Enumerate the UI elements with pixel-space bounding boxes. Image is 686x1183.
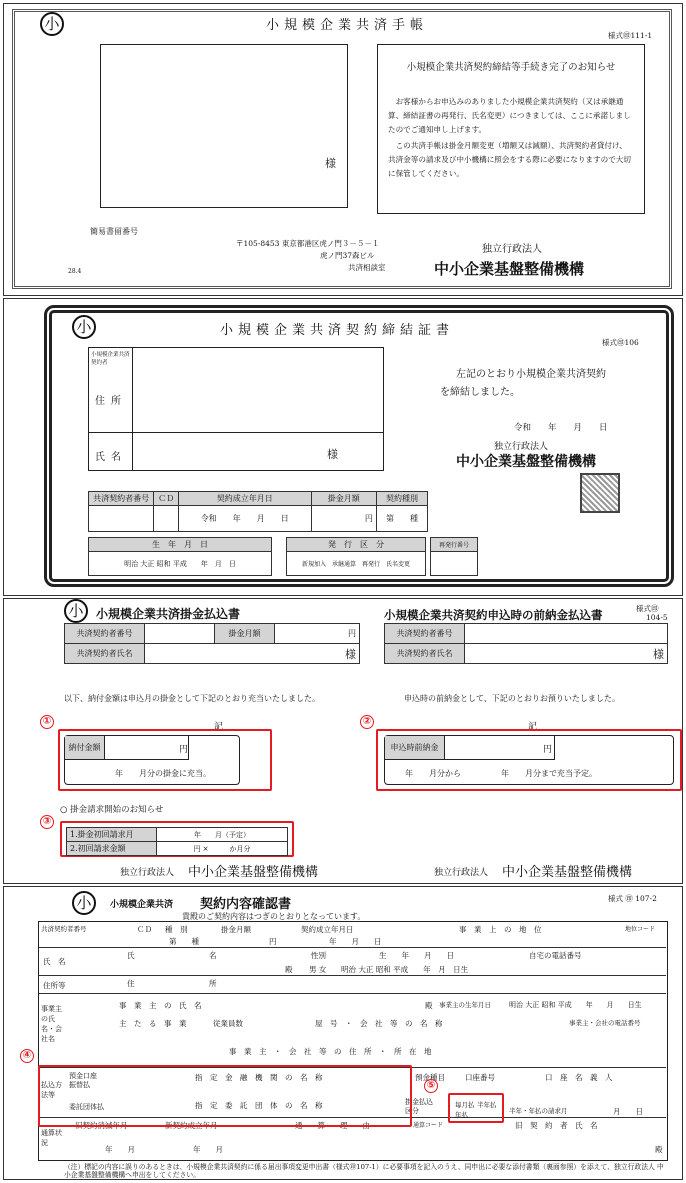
payment-allocation-text: 年 月分の掛金に充当。 [115, 769, 211, 778]
passbook-notice-panel [3, 3, 683, 296]
form-number: 様式 ㊞ 107-2 [608, 894, 657, 903]
address-line-1: 〒105-8453 東京都港区虎ノ門３－５－１ [236, 239, 380, 248]
footer-note: （注）標記の内容に誤りのあるときは、小規模企業共済契約に係る届出事項変更申出書（様式㊞107-1）に必要事項を記入のうえ、同申出に必要な添付書類（裏面参照）を添えて、独立行政法人 中小企業基盤整備機構へ申出をしてください。 [64, 1163, 664, 1179]
issue-value: 新規加入 承継通算 再発行 氏名変更 [287, 552, 426, 576]
pay-account-type: 預金種目 [415, 1073, 445, 1082]
org-type-right: 独立行政法人 [434, 868, 489, 878]
right-description: 申込時の前納金として、下記のとおりお預りいたしました。 [404, 694, 620, 703]
header-birth: 生 年 月 日 [89, 538, 272, 552]
biz-company-name: 屋 号 ・ 会 社 等 の 名 称 [315, 1019, 443, 1028]
pay-account-holder: 口 座 名 義 人 [545, 1073, 613, 1082]
merge-old-end: 旧契約消滅年月 [75, 1121, 128, 1130]
r1-cd: ＣＤ [137, 925, 152, 934]
registered-mail-label: 簡易書留番号 [90, 227, 138, 236]
billing-notice: ○ 掛金請求開始のお知らせ [60, 805, 164, 815]
address-label: 住所 [95, 396, 127, 407]
header-type: 契約種別 [376, 492, 427, 506]
page-title: 小規模企業共済契約締結証書 [220, 323, 455, 338]
monthly-value: 円 [311, 506, 376, 532]
biz-owner-birth: 事業主の生年月日 [439, 1001, 491, 1009]
left-title: 小規模企業共済掛金払込書 [96, 607, 241, 621]
marker-2: ② [360, 715, 374, 729]
sama-label: 様 [327, 448, 338, 461]
small-biz-logo-icon: 小 [72, 891, 96, 915]
contract-name-label: 共済契約者氏名 [385, 644, 465, 664]
payment-slip-panel [3, 598, 683, 884]
address-window [100, 44, 348, 208]
pay-bank-transfer: 預金口座振替払 [69, 1072, 97, 1089]
name-gender-value: 男 女 [309, 965, 327, 974]
header-issue: 発 行 区 分 [287, 538, 426, 552]
marker-3: ③ [40, 815, 54, 829]
advance-yen: 円 [543, 745, 553, 755]
pay-kind: 掛金払込区分 [405, 1098, 433, 1115]
payment-amount-label: 納付金額 [65, 736, 105, 760]
org-name-right: 中小企業基盤整備機構 [502, 865, 633, 880]
notice-title: 小規模企業共済契約締結等手続き完了のお知らせ [406, 62, 616, 73]
org-name: 中小企業基盤整備機構 [434, 260, 585, 278]
monthly-yen: 円 [275, 624, 360, 644]
right-title: 小規模企業共済契約申込時の前納金払込書 [384, 608, 603, 622]
second-claim-value: 円 × か月分 [157, 842, 288, 856]
biz-employees: 従業員数 [213, 1019, 243, 1028]
org-type-left: 独立行政法人 [120, 868, 175, 878]
biz-phone: 事業主・会社の電話番号 [569, 1019, 641, 1027]
header-start-date: 契約成立年月日 [178, 492, 311, 506]
r1-position: 事 業 上 の 地 位 [459, 925, 542, 934]
merge-reason: 通 算 理 由 [295, 1121, 370, 1130]
contract-no-label: 共済契約者番号 [65, 624, 145, 644]
biz-owner-name: 事 業 主 の 氏 名 [119, 1001, 202, 1010]
pay-claim-value: 月 日 [613, 1107, 643, 1116]
type-value: 第 種 [376, 506, 427, 532]
page-title: 小規模企業共済手帳 [266, 18, 429, 33]
payment-yen: 円 [179, 745, 189, 755]
name-birth-value: 明治 大正 昭和 平成 年 月 日生 [341, 965, 469, 974]
contract-name-sama: 様 [145, 644, 360, 664]
form-number: 様式㊞111-1 [608, 31, 653, 40]
biz-main: 主 た る 事 業 [119, 1019, 187, 1028]
billing-table [66, 827, 288, 856]
pay-claim-month: 半年・年払の請求月 [509, 1107, 568, 1115]
r1-position-code: 地位コード [625, 926, 656, 933]
pay-label: 払込方法等 [41, 1081, 62, 1099]
merge-code: 通算コード [413, 1122, 444, 1129]
marker-5: ⑤ [424, 1079, 438, 1093]
org-name: 中小企業基盤整備機構 [456, 454, 596, 470]
left-contract-table [64, 623, 360, 664]
r1-start: 契約成立年月日 [301, 925, 354, 934]
small-biz-logo-icon: 小 [64, 599, 88, 623]
org-name-left: 中小企業基盤整備機構 [188, 865, 319, 880]
address-line-3: 共済相談室 [348, 263, 386, 272]
header-contract-no: 共済契約者番号 [89, 492, 154, 506]
pay-bank-name: 指 定 金 融 機 関 の 名 称 [195, 1073, 323, 1082]
contract-name-sama: 様 [465, 644, 668, 664]
pay-group: 委託団体払 [69, 1103, 104, 1111]
highlight-box-4 [38, 1065, 412, 1127]
name-sub-gender: 性別 [311, 951, 326, 960]
advance-payment-box [384, 735, 674, 785]
contract-no-label: 共済契約者番号 [385, 624, 465, 644]
official-seal-icon [580, 473, 620, 513]
biz-address: 事 業 主 ・ 会 社 等 の 住 所 ・ 所 在 地 [229, 1047, 432, 1056]
first-claim-label: 1.掛金初回請求月 [67, 828, 157, 842]
name-sub-phone: 自宅の電話番号 [529, 951, 582, 960]
small-biz-logo-icon: 小 [72, 315, 96, 339]
pay-year: 年払 [455, 1111, 468, 1119]
r1-monthly-value: 円 [269, 937, 277, 946]
biz-label: 事業主の氏名・会社名 [41, 1005, 62, 1043]
contract-info-table [88, 491, 428, 532]
cert-text-1: 左記のとおり小規模企業共済契約 [456, 369, 606, 380]
marker-1: ① [40, 715, 54, 729]
merge-label: 通算状況 [41, 1129, 62, 1147]
merge-dono: 殿 [655, 1145, 663, 1154]
name-sub-2: 名 [209, 951, 217, 960]
form-number-2: 104-5 [646, 613, 668, 622]
form-number: 様式㊞106 [602, 338, 639, 347]
address-sub-1: 住 [127, 979, 135, 988]
r1-contract-no: 共済契約者番号 [41, 925, 87, 933]
r1-monthly: 掛金月額 [221, 925, 251, 934]
contractor-box [88, 347, 384, 471]
birth-value: 明治 大正 昭和 平成 年 月 日 [89, 552, 272, 576]
notice-body-1: お客様からお申込みのありました小規模企業共済契約（又は承継通算、締結証書の再発行、氏名変更）につきましては、ここに承諾しましたのでご通知申し上げます。 [388, 97, 631, 134]
ki-right: 記 [528, 722, 538, 732]
first-claim-value: 年 月（予定） [157, 828, 288, 842]
pay-half: 半年払 [477, 1101, 497, 1109]
second-claim-label: 2.初回請求金額 [67, 842, 157, 856]
merge-old-name: 旧 契 約 者 氏 名 [515, 1121, 598, 1130]
address-sub-2: 所 [209, 979, 217, 988]
right-contract-table [384, 623, 668, 664]
r1-type-value: 第 種 [169, 937, 199, 946]
contractor-label: 小規模企業共済契約者 [91, 352, 130, 366]
name-dono: 殿 [285, 965, 293, 974]
address-line-2: 虎ノ門37森ビル [320, 251, 375, 260]
birth-table [88, 537, 272, 576]
highlight-box-5 [448, 1093, 504, 1123]
advance-allocation-text: 年 月分から 年 月分まで充当予定。 [405, 769, 597, 778]
left-description: 以下、納付金額は申込月の掛金として下記のとおり充当いたしました。 [64, 694, 320, 703]
biz-owner-birth-value: 明治 大正 昭和 平成 年 月 日生 [509, 1001, 642, 1009]
start-date-value: 令和 年 月 日 [178, 506, 311, 532]
cert-text-2: を締結しました。 [440, 387, 520, 398]
r1-start-value: 年 月 日 [329, 937, 382, 946]
subtitle: 貴殿のご契約内容はつぎのとおりとなっています。 [182, 912, 366, 921]
name-label: 氏 名 [43, 957, 66, 966]
cert-date: 令和 年 月 日 [514, 423, 608, 433]
title-small: 小規模企業共済 [110, 900, 174, 910]
name-sub-1: 氏 [127, 951, 135, 960]
sama-label: 様 [325, 157, 336, 170]
pay-account-no: 口座番号 [465, 1073, 495, 1082]
header-reissue: 再発行番号 [431, 538, 478, 552]
contract-name-label: 共済契約者氏名 [65, 644, 145, 664]
r1-type: 種 別 [165, 925, 188, 934]
payment-amount-box [64, 735, 240, 785]
form-number: 様式㊞ [636, 604, 659, 613]
name-sub-birth: 生 年 月 日 [379, 951, 454, 960]
merge-new-start-value: 年 月 [193, 1145, 223, 1154]
header-monthly: 掛金月額 [311, 492, 376, 506]
notice-box [377, 44, 645, 214]
advance-payment-label: 申込時前納金 [385, 736, 445, 760]
form-code: 28.4 [68, 268, 82, 275]
ki-left: 記 [214, 722, 224, 732]
pay-group-name: 指 定 委 託 団 体 の 名 称 [195, 1101, 323, 1110]
merge-new-start: 新契約成立年月 [165, 1121, 218, 1130]
biz-dono: 殿 [425, 1001, 433, 1010]
pay-monthly: 毎月払 [455, 1101, 475, 1109]
reissue-table [430, 537, 478, 576]
notice-body-2: この共済手帳は掛金月額変更（増額又は減額）、共済契約者貸付け、共済金等の請求及び中小機構に照会をする際に必要になりますので大切に保管してください。 [388, 141, 631, 178]
monthly-label: 掛金月額 [215, 624, 275, 644]
org-type: 独立行政法人 [482, 244, 542, 255]
merge-old-end-value: 年 月 [105, 1145, 135, 1154]
address-label: 住所等 [43, 981, 66, 990]
marker-4: ④ [20, 1049, 34, 1063]
org-type: 独立行政法人 [494, 442, 549, 452]
page-title: 契約内容確認書 [200, 897, 292, 912]
header-cd: ＣＤ [154, 492, 179, 506]
confirmation-panel [3, 886, 683, 1180]
certificate-panel [3, 298, 683, 596]
small-biz-logo-icon: 小 [40, 12, 64, 36]
name-label: 氏名 [95, 452, 127, 463]
issue-table [286, 537, 426, 576]
